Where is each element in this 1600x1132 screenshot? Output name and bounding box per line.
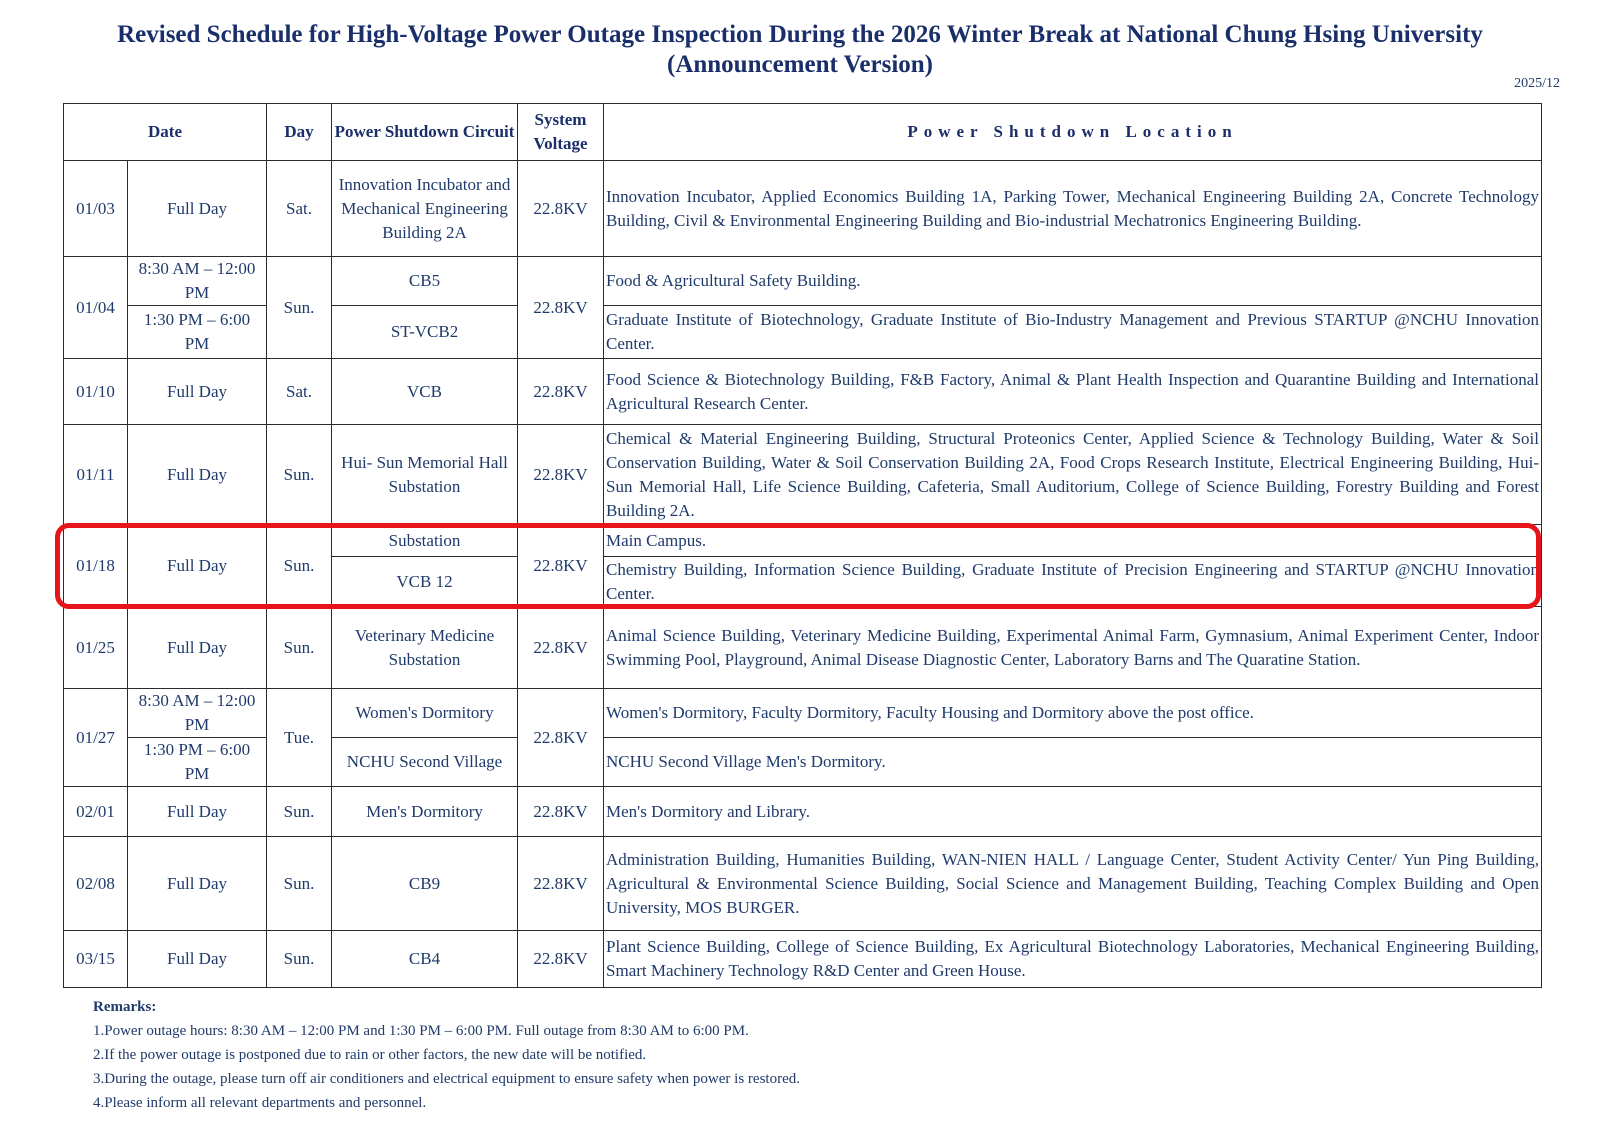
title-line-2: (Announcement Version) [667,51,933,78]
location-cell: Food Science & Biotechnology Building, F&B Factory, Animal & Plant Health Inspection and Quarantine Building and International Agricultural Research Center. [604,359,1542,425]
date-cell: 01/10 [64,359,128,425]
location-cell: Food & Agricultural Safety Building. [604,257,1542,306]
time-cell: 1:30 PM – 6:00 PM [128,306,267,359]
date-cell: 01/27 [64,689,128,787]
time-cell: Full Day [128,161,267,257]
location-cell: Graduate Institute of Biotechnology, Graduate Institute of Bio-Industry Management and Previous STARTUP @NCHU Innovation Center. [604,306,1542,359]
location-cell: Women's Dormitory, Faculty Dormitory, Faculty Housing and Dormitory above the post office. [604,689,1542,738]
table-row [64,607,1542,689]
time-cell: Full Day [128,359,267,425]
location-cell: Innovation Incubator, Applied Economics Building 1A, Parking Tower, Mechanical Engineering Building 2A, Concrete Technology Building, Civil & Environmental Engineering Building and Bio-industrial Mechatronics Engineering Building. [604,161,1542,257]
time-cell: Full Day [128,607,267,689]
time-cell: Full Day [128,425,267,525]
location-cell: Animal Science Building, Veterinary Medicine Building, Experimental Animal Farm, Gymnasium, Animal Experiment Center, Indoor Swimming Pool, Playground, Animal Disease Diagnostic Center, Laboratory Barns and The Quaratine Station. [604,607,1542,689]
date-cell: 03/15 [64,931,128,988]
document-date: 2025/12 [1514,76,1560,91]
outage-schedule-table [63,103,1542,988]
time-cell: Full Day [128,525,267,607]
circuit-cell: CB4 [332,931,518,988]
circuit-cell: VCB [332,359,518,425]
circuit-cell: Innovation Incubator and Mechanical Engineering Building 2A [332,161,518,257]
header-voltage: System Voltage [518,104,604,161]
time-cell: Full Day [128,837,267,931]
circuit-cell: Veterinary Medicine Substation [332,607,518,689]
remarks [93,995,800,1115]
location-cell: Chemistry Building, Information Science Building, Graduate Institute of Precision Engineering and STARTUP @NCHU Innovation Center. [604,557,1542,607]
circuit-cell: Hui- Sun Memorial Hall Substation [332,425,518,525]
time-cell: Full Day [128,931,267,988]
table-row [64,837,1542,931]
location-cell: Chemical & Material Engineering Building, Structural Proteonics Center, Applied Science & Technology Building, Water & Soil Conservation Building, Water & Soil Conservation Building 2A, Food Crops Research Institute, Electrical Engineering Building, Hui-Sun Memorial Hall, Life Science Building, Cafeteria, Small Auditorium, College of Science Building, Forestry Building and Forest Building 2A. [604,425,1542,525]
day-cell: Tue. [267,689,332,787]
header-date: Date [64,104,267,161]
time-cell: 8:30 AM – 12:00 PM [128,257,267,306]
circuit-cell: ST-VCB2 [332,306,518,359]
remark-item: 3.During the outage, please turn off air conditioners and electrical equipment to ensure safety when power is restored. [93,1071,800,1087]
table-row [64,931,1542,988]
header-location: Power Shutdown Location [604,104,1542,161]
title-line-1: Revised Schedule for High-Voltage Power Outage Inspection During the 2026 Winter Break at National Chung Hsing University [117,21,1483,48]
circuit-cell: Substation [332,525,518,557]
time-cell: 8:30 AM – 12:00 PM [128,689,267,738]
day-cell: Sun. [267,525,332,607]
voltage-cell: 22.8KV [518,359,604,425]
voltage-cell: 22.8KV [518,931,604,988]
day-cell: Sun. [267,931,332,988]
circuit-cell: CB5 [332,257,518,306]
table-row [64,161,1542,257]
voltage-cell: 22.8KV [518,161,604,257]
remarks-heading: Remarks: [93,999,157,1015]
voltage-cell: 22.8KV [518,257,604,359]
day-cell: Sun. [267,787,332,837]
location-cell: Men's Dormitory and Library. [604,787,1542,837]
date-cell: 01/03 [64,161,128,257]
day-cell: Sat. [267,161,332,257]
location-cell: NCHU Second Village Men's Dormitory. [604,738,1542,787]
date-cell: 01/18 [64,525,128,607]
circuit-cell: NCHU Second Village [332,738,518,787]
remark-item: 1.Power outage hours: 8:30 AM – 12:00 PM and 1:30 PM – 6:00 PM. Full outage from 8:30 AM to 6:00 PM. [93,1023,749,1039]
location-cell: Main Campus. [604,525,1542,557]
day-cell: Sun. [267,607,332,689]
time-cell: Full Day [128,787,267,837]
header-circuit: Power Shutdown Circuit [332,104,518,161]
table-row [64,425,1542,525]
location-cell: Administration Building, Humanities Building, WAN-NIEN HALL / Language Center, Student Activity Center/ Yun Ping Building, Agricultural & Environmental Science Building, Social Science and Management Building, Teaching Complex Building and Open University, MOS BURGER. [604,837,1542,931]
header-row [64,104,1542,161]
table-row [64,787,1542,837]
location-cell: Plant Science Building, College of Science Building, Ex Agricultural Biotechnology Laboratories, Mechanical Engineering Building, Smart Machinery Technology R&D Center and Green House. [604,931,1542,988]
voltage-cell: 22.8KV [518,787,604,837]
date-cell: 02/01 [64,787,128,837]
date-cell: 02/08 [64,837,128,931]
day-cell: Sat. [267,359,332,425]
day-cell: Sun. [267,257,332,359]
circuit-cell: Men's Dormitory [332,787,518,837]
circuit-cell: Women's Dormitory [332,689,518,738]
remark-item: 2.If the power outage is postponed due to rain or other factors, the new date will be notified. [93,1047,647,1063]
day-cell: Sun. [267,425,332,525]
circuit-cell: CB9 [332,837,518,931]
voltage-cell: 22.8KV [518,425,604,525]
table-row [64,257,1542,306]
table-row [64,359,1542,425]
voltage-cell: 22.8KV [518,607,604,689]
header-day: Day [267,104,332,161]
day-cell: Sun. [267,837,332,931]
table-row [64,525,1542,557]
remark-item: 4.Please inform all relevant departments and personnel. [93,1095,427,1111]
date-cell: 01/25 [64,607,128,689]
table-row [64,689,1542,738]
voltage-cell: 22.8KV [518,837,604,931]
page-title [0,20,1600,80]
voltage-cell: 22.8KV [518,689,604,787]
voltage-cell: 22.8KV [518,525,604,607]
date-cell: 01/11 [64,425,128,525]
time-cell: 1:30 PM – 6:00 PM [128,738,267,787]
date-cell: 01/04 [64,257,128,359]
circuit-cell: VCB 12 [332,557,518,607]
